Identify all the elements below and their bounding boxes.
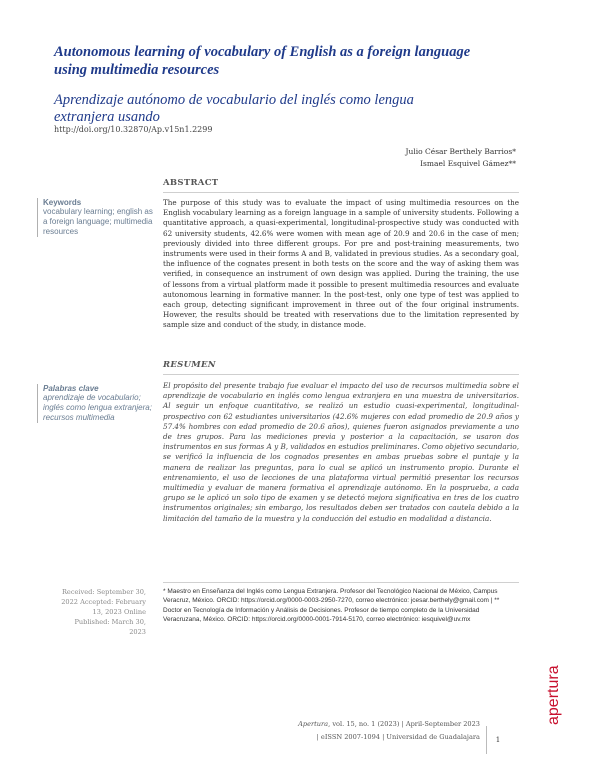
author-2: Ismael Esquivel Gámez** xyxy=(420,159,516,168)
footer-citation xyxy=(230,720,480,728)
article-title-spanish: Aprendizaje autónomo de vocabulario del inglés como lengua extranjera usando xyxy=(54,92,414,125)
resumen-divider xyxy=(163,374,519,375)
keywords-title: Keywords xyxy=(43,198,82,207)
publication-dates: Received: September 30, 2022 Accepted: February 13, 2023 Online Published: March 30, 2023 xyxy=(61,588,146,636)
resumen-text: El propósito del presente trabajo fue evaluar el impacto del uso de recursos multimedia sobre el aprendizaje de vocabulario en inglés como lengua extranjera en una muestra de universitarios. Al seguir un enfoque cuantitativo, se realizó un estudio cuasi-experimental, longitudinal-prospectivo con 62 estudiantes universitarios (42.6% mujeres con edad promedio de 20.9 años y 57.4% hombres con edad promedio de 20.6 años), quienes fueron asignados previamente a uno de tres grupos. Para las mediciones previa y posterior a la capacitación, se usaron dos instrumentos en sus formas A y B, validados en estudios preliminares. Como objetivo secundario, se verificó la influencia de los cognados presentes en ambas pruebas sobre el puntaje y la manera de realizar las preguntas, para lo cual se aplicó un instrumento propio. Durante el entrenamiento, el uso de lecciones de una plataforma virtual permitió presentar los recursos multimedia y evaluar de manera formativa el aprendizaje autónomo. En la posprueba, a cada grupo se le aplicó un solo tipo de examen y se detectó mejora significativa en tres de los cuatro instrumentos originales; sin embargo, los resultados deben ser tratados con cautela debido a la limitación del tamaño de la muestra y la conducción del estudio en modalidad a distancia. xyxy=(163,381,519,523)
palabras-clave-box xyxy=(37,384,153,423)
author-1: Julio César Berthely Barrios* xyxy=(405,147,516,156)
author-footnote: * Maestro en Enseñanza del Inglés como Lengua Extranjera. Profesor del Tecnológico Nacional de México, Campus Veracruz, México. ORCID: https://orcid.org/0000-0003-2950-7270, correo electrónico: jcesar.berthely@gmail.com | ** Doctor en Tecnología de Información y Análisis de Decisiones. Profesor de tiempo completo de la Universidad Veracruzana, México. ORCID: https://orcid.org/0000-0001-7914-5170, correo electrónico: iesquivel@uv.mx xyxy=(163,588,500,624)
abstract-divider xyxy=(163,192,519,193)
author-list xyxy=(405,146,516,170)
palabras-clave-text: aprendizaje de vocabulario; inglés como lengua extranjera; recursos multimedia xyxy=(43,393,152,422)
apertura-logo-text: apertura xyxy=(545,665,562,725)
abstract-heading: ABSTRACT xyxy=(163,178,219,188)
abstract-text: The purpose of this study was to evaluate the impact of using multimedia resources on the English vocabulary learning as a foreign language in a sample of university students. Following a quantitative approach, a quasi-experimental, longitudinal-prospective study was conducted with 62 university students, 42.6% were women with mean age of 20.9 and 20.6 in the case of men; previously divided into three different groups. For pre and post-training measurements, two instruments were used in their forms A and B, validated in previous studies. As a secondary goal, the influence of the cognates present in both tests on the score and the way of asking them was verified, in consequence an instrument of own design was applied. During the training, the use of lessons from a virtual platform made it possible to present multimedia resources and evaluate autonomous learning in formative manner. In the post-test, only one type of test was applied to each group, detecting significant improvement in three out of the four original instruments. However, the results should be treated with reservations due to the limitation represented by sample size and conduct of the study, in distance mode. xyxy=(163,198,519,330)
footnote-divider xyxy=(163,582,519,583)
resumen-heading: RESUMEN xyxy=(163,360,216,370)
palabras-clave-title: Palabras clave xyxy=(43,384,99,393)
keywords-box xyxy=(37,198,153,237)
footer-journal: Apertura xyxy=(298,720,329,728)
page-number: 1 xyxy=(486,726,509,754)
keywords-text: vocabulary learning; english as a foreign language; multimedia resources xyxy=(43,207,153,236)
article-title-english: Autonomous learning of vocabulary of English as a foreign language using multimedia resources xyxy=(54,44,471,78)
footer-citation-detail: , vol. 15, no. 1 (2023) | April-September 2023 xyxy=(328,720,480,728)
doi-link[interactable]: http://doi.org/10.32870/Ap.v15n1.2299 xyxy=(54,125,213,134)
footer-issn: | eISSN 2007-1094 | Universidad de Guadalajara xyxy=(316,733,480,741)
apertura-logo xyxy=(543,633,563,725)
